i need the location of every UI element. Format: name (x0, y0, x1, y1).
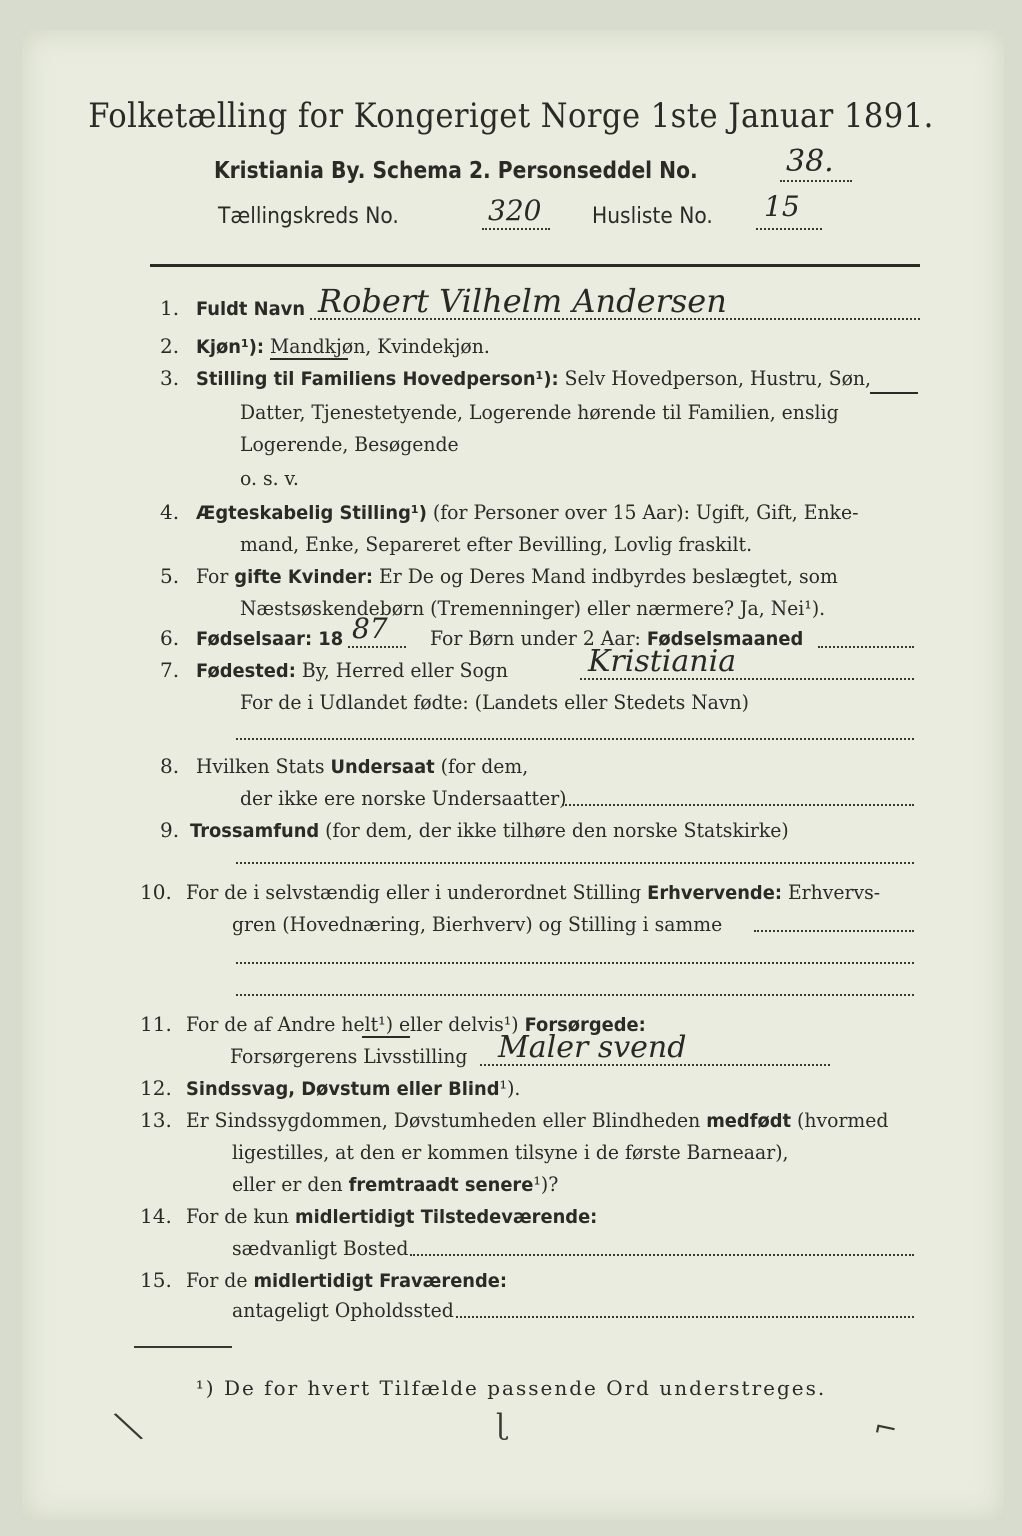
q15-line2: antageligt Opholdssted (232, 1298, 454, 1322)
pen-mark-right: ⌐ (870, 1409, 901, 1448)
q3-number: 3. (160, 366, 180, 390)
q13-line3b: ¹)? (533, 1172, 559, 1196)
q14-pre: For de kun (186, 1204, 290, 1228)
personseddel-dots (780, 180, 852, 182)
q7-line2: For de i Udlandet fødte: (Landets eller Stedets Navn) (240, 690, 749, 714)
q6-label: Fødselsaar: 18 (196, 628, 344, 650)
q5-pre: For (196, 564, 229, 588)
q9-line1 (190, 818, 789, 842)
q15-pre: For de (186, 1268, 248, 1292)
q13-line3a: eller er den (232, 1172, 343, 1196)
q10-dots-1 (754, 930, 914, 932)
husliste-dots (756, 228, 822, 230)
q5-number: 5. (160, 564, 180, 588)
q8-line2: der ikke ere norske Undersaatter) (240, 786, 567, 810)
q12-label: Sindssvag, Døvstum eller Blind (186, 1078, 500, 1100)
q3-line2: Datter, Tjenestetyende, Logerende hørende til Familien, enslig (240, 400, 839, 424)
q13-number: 13. (140, 1108, 172, 1132)
q10-line2: gren (Hovednæring, Bierhverv) og Stilling i samme (232, 912, 723, 936)
q10-line1b: Erhvervs- (787, 880, 881, 904)
q14-label: midlertidigt Tilstedeværende: (295, 1206, 598, 1228)
q7-answer: Kristiania (588, 644, 737, 679)
q13-line1b: (hvormed (797, 1108, 889, 1132)
q4-label: Ægteskabelig Stilling¹) (196, 502, 427, 524)
q3-label: Stilling til Familiens Hovedperson¹): (196, 368, 559, 390)
q3-line3: Logerende, Besøgende (240, 432, 459, 456)
q6-dots-a (348, 646, 406, 648)
q10-line1-text: For de i selvstændig eller i underordnet Stilling (186, 880, 642, 904)
q11-dots (480, 1064, 830, 1066)
husliste-label: Husliste No. (592, 204, 713, 229)
q2-line (196, 334, 490, 358)
q5-line2: Næstsøskendebørn (Tremenninger) eller nærmere? Ja, Nei¹). (240, 596, 826, 620)
q4-number: 4. (160, 500, 180, 524)
q15-line1 (186, 1268, 507, 1292)
q2-options: Mandkjøn, Kvindekjøn. (270, 334, 490, 358)
q11-label: Forsørgede: (524, 1014, 646, 1036)
q1-number: 1. (160, 296, 180, 320)
q8-line1b: (for dem, (440, 754, 529, 778)
q15-label: midlertidigt Fraværende: (253, 1270, 508, 1292)
pen-mark-center: ɭ (496, 1408, 507, 1441)
pen-mark-left: ╲ (114, 1408, 142, 1445)
q10-number: 10. (140, 880, 172, 904)
q12-line (186, 1076, 520, 1100)
q3-line1-text: Selv Hovedperson, Hustru, Søn, (564, 366, 871, 390)
q8-dots (562, 804, 914, 806)
q10-dots-3 (236, 994, 914, 996)
q6-label2: Fødselsmaaned (646, 628, 804, 650)
q10-label: Erhvervende: (647, 882, 782, 904)
q11-line1-text: For de af Andre helt¹) eller delvis¹) (186, 1012, 519, 1036)
q9-line1-text: (for dem, der ikke tilhøre den norske Statskirke) (325, 818, 789, 842)
q14-line2: sædvanligt Bosted (232, 1236, 409, 1260)
q2-label: Kjøn¹): (196, 336, 265, 358)
q1-label: Fuldt Navn (196, 298, 306, 320)
q3-line4: o. s. v. (240, 466, 299, 490)
q15-dots (456, 1316, 914, 1318)
q6-number: 6. (160, 626, 180, 650)
q14-dots (410, 1254, 914, 1256)
q13-line1 (186, 1108, 888, 1132)
q8-label: Undersaat (330, 756, 435, 778)
q4-line1 (196, 500, 858, 524)
personseddel-number: 38. (786, 144, 834, 179)
q6-answer: 87 (352, 612, 388, 645)
q7-line1 (196, 658, 508, 682)
footnote-rule (134, 1346, 232, 1348)
q8-line1-text: Hvilken Stats (196, 754, 325, 778)
q11-line2: Forsørgerens Livsstilling (230, 1044, 468, 1068)
header-rule (150, 264, 920, 267)
q13-label: medfødt (706, 1110, 792, 1132)
q7-number: 7. (160, 658, 180, 682)
q7-dots (580, 678, 914, 680)
taellingskreds-label: Tællingskreds No. (218, 204, 399, 229)
q5-label: gifte Kvinder: (234, 566, 374, 588)
q7-line1-text: By, Herred eller Sogn (301, 658, 508, 682)
q9-number: 9. (160, 818, 180, 842)
schema-line-text: Kristiania By. Schema 2. Personseddel No. (214, 158, 698, 184)
q6-line1-text: For Børn under 2 Aar: (430, 626, 641, 650)
q3-line1 (196, 366, 871, 390)
q8-line1 (196, 754, 528, 778)
husliste-number: 15 (764, 190, 800, 223)
q5-line1-text: Er De og Deres Mand indbyrdes beslægtet, som (379, 564, 838, 588)
q9-label: Trossamfund (190, 820, 320, 842)
q6-dots-b (818, 646, 914, 648)
form-title: Folketælling for Kongeriget Norge 1ste Januar 1891. (88, 96, 934, 136)
q13-line2: ligestilles, at den er kommen tilsyne i de første Barneaar), (232, 1140, 789, 1164)
q10-dots-2 (236, 962, 914, 964)
q1-answer: Robert Vilhelm Andersen (318, 282, 727, 320)
footnote: ¹) De for hvert Tilfælde passende Ord understreges. (195, 1376, 827, 1400)
q2-number: 2. (160, 334, 180, 358)
q7-label: Fødested: (196, 660, 296, 682)
q10-line1 (186, 880, 880, 904)
q14-number: 14. (140, 1204, 172, 1228)
q15-number: 15. (140, 1268, 172, 1292)
taellingskreds-number: 320 (488, 194, 542, 227)
q12-number: 12. (140, 1076, 172, 1100)
q1-dots (310, 318, 920, 320)
q11-underline (362, 1036, 410, 1038)
q13-label3: fremtraadt senere (348, 1174, 534, 1196)
q13-line3 (232, 1172, 558, 1196)
q2-underline (270, 358, 348, 360)
q3-underline (870, 392, 918, 394)
q9-dots (236, 862, 914, 864)
q4-line1-text: (for Personer over 15 Aar): Ugift, Gift, Enke- (432, 500, 859, 524)
q4-line2: mand, Enke, Separeret efter Bevilling, Lovlig fraskilt. (240, 532, 753, 556)
taellingskreds-dots (482, 228, 550, 230)
q14-line1 (186, 1204, 597, 1228)
schema-line (214, 158, 698, 184)
q7-dots-2 (236, 738, 914, 740)
q5-line1 (196, 564, 838, 588)
q11-answer: Maler svend (498, 1030, 687, 1065)
q12-suffix: ¹). (499, 1076, 521, 1100)
q11-number: 11. (140, 1012, 172, 1036)
q8-number: 8. (160, 754, 180, 778)
q13-line1-text: Er Sindssygdommen, Døvstumheden eller Blindheden (186, 1108, 701, 1132)
